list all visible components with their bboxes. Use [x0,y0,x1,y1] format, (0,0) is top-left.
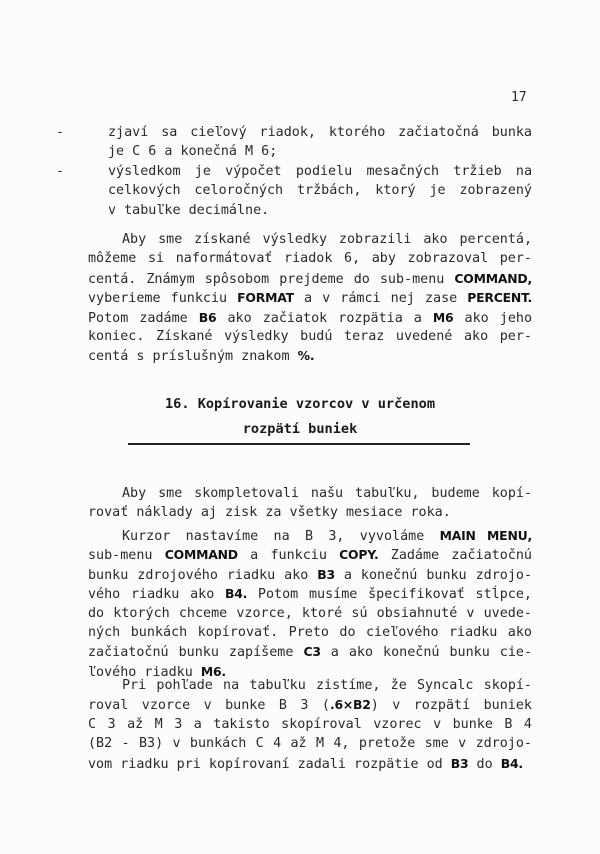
text-line: centá s príslušným znakom %. [88,348,315,365]
text-line: ľového riadku M6. [88,663,226,680]
text-line: C 3 až M 3 a takisto skopíroval vzorec v bunke B 4 [88,716,532,732]
text-line: bunku zdrojového riadku ako B3 a konečnú bunku zdrojo- [88,566,532,583]
text-line: roval vzorce v bunke B 3 (.6×B2) v rozpätí buniek [88,697,532,714]
page-number: 17 [511,90,527,105]
text-line: rovať náklady aj zisk za všetky mesiace roka. [88,505,451,521]
bold-term: COMMAND [164,547,238,563]
bullet-item-2 [108,162,532,220]
bold-term: M6. [200,663,226,679]
paragraph-copy-steps [88,526,532,681]
text-line: vom riadku pri kopírovaní zadali rozpätie od B3 do B4. [88,755,523,772]
bold-term: M6 [432,309,454,325]
bold-term: FORMAT [237,290,294,306]
text-line: vého riadku ako B4. Potom musíme špecifikovať stĺpce, [88,586,532,603]
paragraph-percent-format [88,230,532,366]
bold-term: B3 [450,755,469,771]
paragraph-result [88,676,532,773]
text-line: centá. Známym spôsobom prejdeme do sub-menu COMMAND, [88,270,532,287]
bold-term: B3 [317,566,335,582]
text-line: (B2 - B3) v bunkách C 4 až M 4, pretože sme v zdrojo- [88,736,532,752]
section-heading-line-1: 16. Kopírovanie vzorcov v určenom [164,396,436,412]
text-line: môžeme si naformátovať riadok 6, aby zobrazoval per- [88,251,532,267]
text-line: začiatočnú bunku zapíšeme C3 a ako konečnú bunku cie- [88,644,532,661]
text-line: koniec. Získané výsledky budú teraz uvedené ako per- [88,328,532,344]
bullet-marker: - [56,125,65,140]
text-line: vyberieme funkciu FORMAT a v rámci nej zase PERCENT. [88,290,532,307]
text-line: zjaví sa cieľový riadok, ktorého začiatočná bunka [108,125,532,140]
text-line: Kurzor nastavíme na B 3, vyvoláme MAIN MENU, [122,528,532,544]
bold-term: COPY. [339,547,379,563]
text-line: Aby sme získané výsledky zobrazili ako percentá, [122,232,532,247]
bold-term: PERCENT. [467,290,532,306]
bold-term: B4. [500,755,523,771]
bold-term: MAIN MENU, [439,528,532,543]
text-line: Pri pohľade na tabuľku zistíme, že Syncalc skopí- [122,678,532,693]
bold-term: .6×B2 [329,697,371,713]
paragraph-intro [88,484,532,523]
text-line: sub-menu COMMAND a funkciu COPY. Zadáme začiatočnú [88,547,532,564]
bold-term: B4. [225,586,248,602]
section-heading-line-2: rozpätí buniek [242,421,358,437]
bold-term: %. [297,348,315,364]
heading-underline [128,443,470,445]
text-line: výsledkom je výpočet podielu mesačných tržieb na [108,164,532,179]
text-line: v tabuľke decimálne. [108,202,270,218]
text-line: Potom zadáme B6 ako začiatok rozpätia a M6 ako jeho [88,309,532,326]
text-line: do ktorých chceme vzorce, ktoré sú obsiahnuté v uvede- [88,605,532,621]
text-line: Aby sme skompletovali našu tabuľku, budeme kopí- [122,486,532,501]
text-line: ných bunkách kopírovať. Preto do cieľového riadku ako [88,624,532,640]
bold-term: C3 [303,644,321,660]
bold-term: COMMAND, [454,270,532,286]
bullet-marker: - [56,164,65,179]
bullet-item-1 [108,123,532,162]
text-line: celkových celoročných tržbách, ktorý je zobrazený [108,183,532,199]
text-line: je C 6 a konečná M 6; [108,144,278,160]
bold-term: B6 [198,309,217,325]
